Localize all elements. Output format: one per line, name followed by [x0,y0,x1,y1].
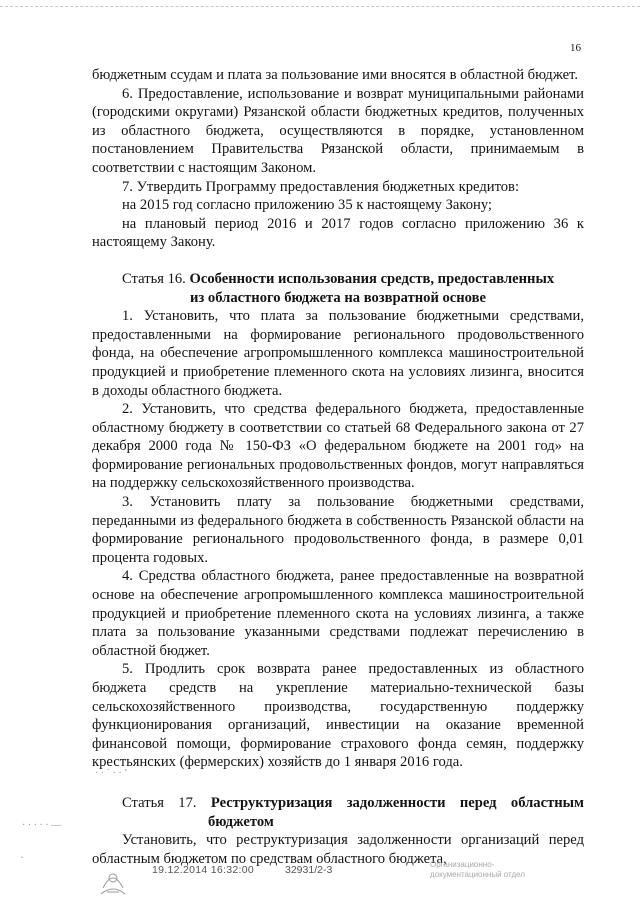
article-label: Статья 16. [122,270,186,287]
paragraph: Установить, что реструктуризация задолженности организаций перед областным бюджетом по средствам областного бюджета, [92,832,584,867]
spacer [92,772,584,794]
article-label: Статья 17. [122,794,197,811]
margin-mark: · · ˙ · · ’ [95,768,128,779]
page-footer [0,862,640,902]
article-title-cont: бюджетом [208,813,274,830]
footer-doc-number: 32931/2-3 [285,864,333,876]
article-title: Особенности использования средств, предоставленных [189,270,555,287]
article-17-heading [92,794,584,813]
article-16-heading [92,270,584,289]
stamp-line: Организационно- [430,860,495,869]
article-17-heading-line2 [92,813,584,832]
article-title: Реструктуризация задолженности перед областным [210,794,584,811]
paragraph: 6. Предоставление, использование и возврат муниципальными районами (городскими округами) Рязанской области бюджетных кредитов, полученных из областного бюджета, осуществляются в порядке, установленном постановлением Правительства Рязанской области, принимаемым в соответствии с настоящим Законом. [92,85,584,176]
page-number: 16 [570,42,581,54]
spacer [92,252,584,270]
footer-datetime: 19.12.2014 16:32:00 [152,864,255,876]
document-body [92,66,584,868]
stamp-line: документационный отдел [430,870,525,879]
margin-mark: · [20,850,24,864]
footer-stamp [430,860,525,880]
paragraph: 1. Установить, что плата за пользование бюджетными средствами, предоставленными на формирование регионального продовольственного фонда, на обеспечение агропромышленного комплекса машиностроительной продукцией и приобретение племенного скота на условиях лизинга, вносится в доходы областного бюджета. [92,308,584,399]
paragraph: 2. Установить, что средства федерального бюджета, предоставленные областному бюджету в соответствии со статьей 68 Федерального закона от 27 декабря 2000 года № 150-ФЗ «О федеральном бюджете на 2001 год» на формирование региональных продовольственных фондов, могут направляться на поддержку сельскохозяйственного производства. [92,401,584,492]
paragraph: 7. Утвердить Программу предоставления бюджетных кредитов: [122,178,519,195]
paragraph: 4. Средства областного бюджета, ранее предоставленные на возвратной основе на обеспечение агропромышленного комплекса машиностроительной продукцией и приобретение племенного скота на условиях лизинга, а также плата за пользование указанными средствами подлежат перечислению в областной бюджет. [92,568,584,659]
paragraph: на плановый период 2016 и 2017 годов согласно приложению 36 к настоящему Закону. [92,215,584,251]
article-title-cont: из областного бюджета на возвратной основе [190,289,486,306]
page-top-border [0,6,640,8]
paragraph: 5. Продлить срок возврата ранее предоставленных из областного бюджета средств на укрепление материально-технической базы сельскохозяйственного производства, государственную поддержку функционирования организаций, инвестиции на оказание временной финансовой помощи, формирование страхового фонда семян, поддержку крестьянских (фермерских) хозяйств до 1 января 2016 года. [92,661,584,771]
margin-mark: · · · · · — [22,820,62,831]
paragraph: на 2015 год согласно приложению 35 к настоящему Закону; [122,197,492,214]
article-16-heading-line2 [92,289,584,308]
paragraph: 3. Установить плату за пользование бюджетными средствами, переданными из федерального бюджета в собственность Рязанской области на формирование регионального продовольственного фонда, в размере 0,01 процента годовых. [92,494,584,566]
emblem-icon [95,858,131,903]
paragraph: бюджетным ссудам и плата за пользование ими вносятся в областной бюджет. [92,67,578,83]
